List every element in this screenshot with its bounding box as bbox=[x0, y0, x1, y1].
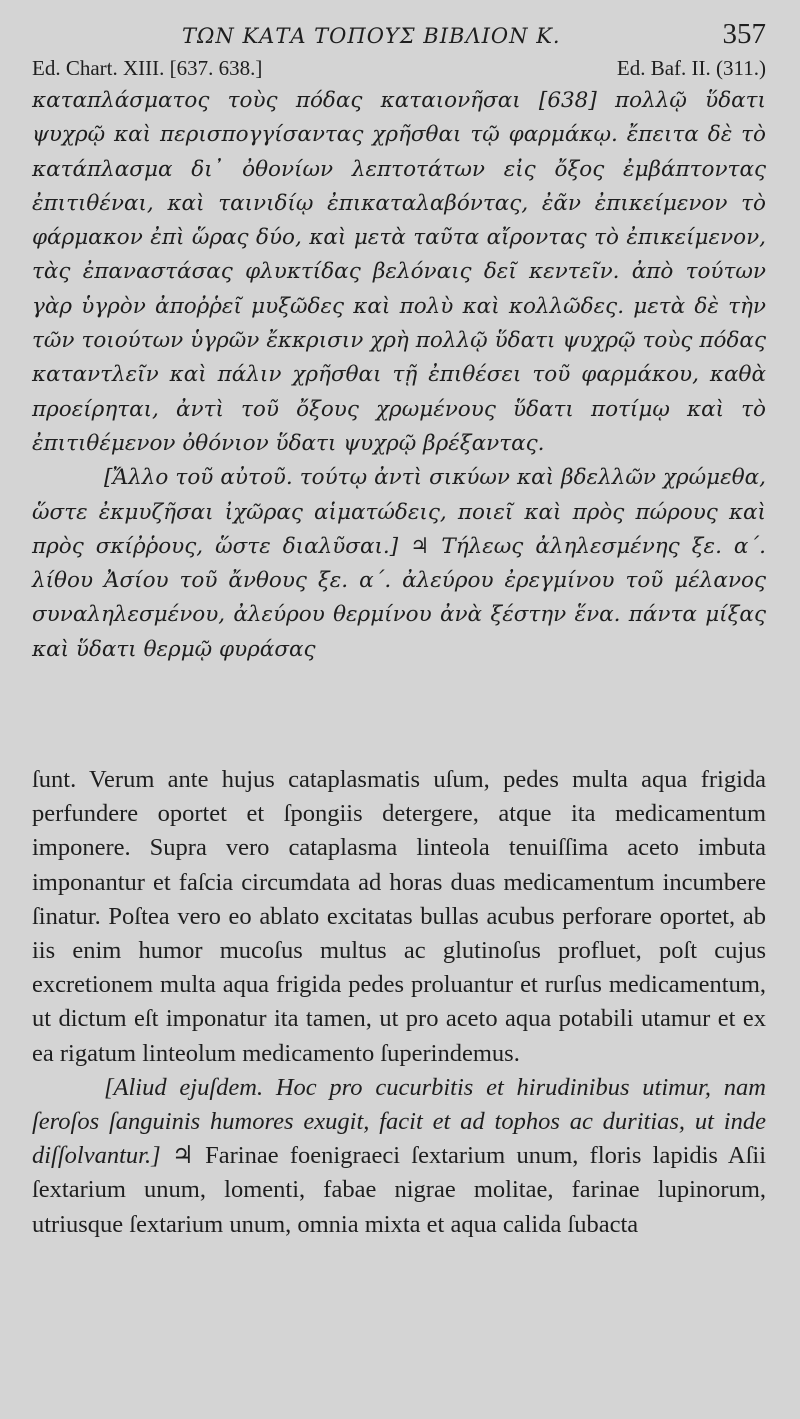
greek-paragraph: καταπλάσματος τοὺς πόδας καταιονῆσαι [638] πολλῷ ὕδατι ψυχρῷ καὶ περισπογγίσαντας χρῆσθαι τῷ φαρμάκῳ. ἔπειτα δὲ τὸ κατάπλασμα δι᾽ ὀθονίων λεπτοτάτων εἰς ὄξος ἐμβάπτοντας ἐπιτιθέναι, καὶ ταινιδίῳ ἐπικαταλαβόντας, ἐᾶν ἐπικείμενον τὸ φάρμακον ἐπὶ ὥρας δύο, καὶ μετὰ ταῦτα αἴροντας τὸ ἐπικείμενον, τὰς ἐπαναστάσας φλυκτίδας βελόναις δεῖ κεντεῖν. ἀπὸ τούτων γὰρ ὑγρὸν ἀποῤῥεῖ μυξῶδες καὶ πολὺ καὶ κολλῶδες. μετὰ δὲ τὴν τῶν τοιούτων ὑγρῶν ἔκκρισιν χρὴ πολλῷ ὕδατι ψυχρῷ τοὺς πόδας καταντλεῖν καὶ πάλιν χρῆσθαι τῇ ἐπιθέσει τοῦ φαρμάκου, καθὰ προείρηται, ἀντὶ τοῦ ὄξους χρωμένους ὕδατι ποτίμῳ καὶ τὸ ἐπιτιθέμενον ὀθόνιον ὕδατι ψυχρῷ βρέξαντας. bbox=[32, 88, 766, 456]
latin-paragraph: ſunt. Verum ante hujus cataplasmatis uſum, pedes multa aqua frigida perfundere oportet et ſpongiis detergere, atque ita medicamentum imponere. Supra vero cataplasma linteola tenuiſſima aceto imbuta imponantur et faſcia circumdata ad horas duas medicamentum incumbere ſinatur. Poſtea vero eo ablato excitatas bullas acubus perforare oportet, ab iis enim humor mucoſus multus ac glutinoſus profluet, poſt cujus excretionem multa aqua frigida pedes proluantur et rurſus medicamentum, ut dictum eſt imponatur ita tamen, ut pro aceto aqua potabili utamur et ex ea rigatum linteolum medicamento ſuperindemus. bbox=[32, 766, 766, 1067]
page-number: 357 bbox=[722, 18, 766, 50]
latin-recipe-text: ♃ Farinae foenigraeci ſextarium unum, floris lapidis Aſii ſextarium unum, lomenti, fabae nigrae molitae, farinae lupinorum, utriusque ſextarium unum, omnia mixta et aqua calida ſubacta bbox=[32, 1142, 766, 1238]
running-title: ΤΩΝ ΚΑΤΑ ΤΟΠΟΥΣ ΒΙΒΛΙΟΝ Κ. bbox=[182, 24, 561, 48]
greek-text-block bbox=[32, 84, 766, 667]
edition-basel-reference: Ed. Baf. II. (311.) bbox=[616, 56, 766, 80]
edition-chartier-reference: Ed. Chart. XIII. [637. 638.] bbox=[32, 56, 263, 80]
greek-paragraph: [Ἄλλο τοῦ αὐτοῦ. τούτῳ ἀντὶ σικύων καὶ βδελλῶν χρώμεθα, ὥστε ἐκμυζῆσαι ἰχῶρας αἱματώδεις, ποιεῖ καὶ πρὸς πώρους καὶ πρὸς σκίῤῥους, ὥστε διαλῦσαι.] ♃ Τήλεως ἀληλεσμένης ξε. α΄. λίθου Ἀσίου τοῦ ἄνθους ξε. α΄. ἀλεύρου ἐρεγμίνου τοῦ μέλανος συναληλεσμένου, ἀλεύρου θερμίνου ἀνὰ ξέστην ἕνα. πάντα μίξας καὶ ὕδατι θερμῷ φυράσας bbox=[32, 465, 766, 662]
edition-reference-line bbox=[32, 54, 766, 84]
latin-text-block bbox=[32, 763, 766, 1242]
running-head bbox=[32, 18, 766, 54]
latin-paragraph bbox=[32, 1071, 766, 1242]
latin-italic-heading: [Aliud ejuſdem. Hoc pro cucurbitis et hirudinibus utimur, nam ſeroſos ſanguinis humores exugit, facit et ad tophos ac duritias, ut inde diſſolvantur.] bbox=[32, 1073, 766, 1170]
